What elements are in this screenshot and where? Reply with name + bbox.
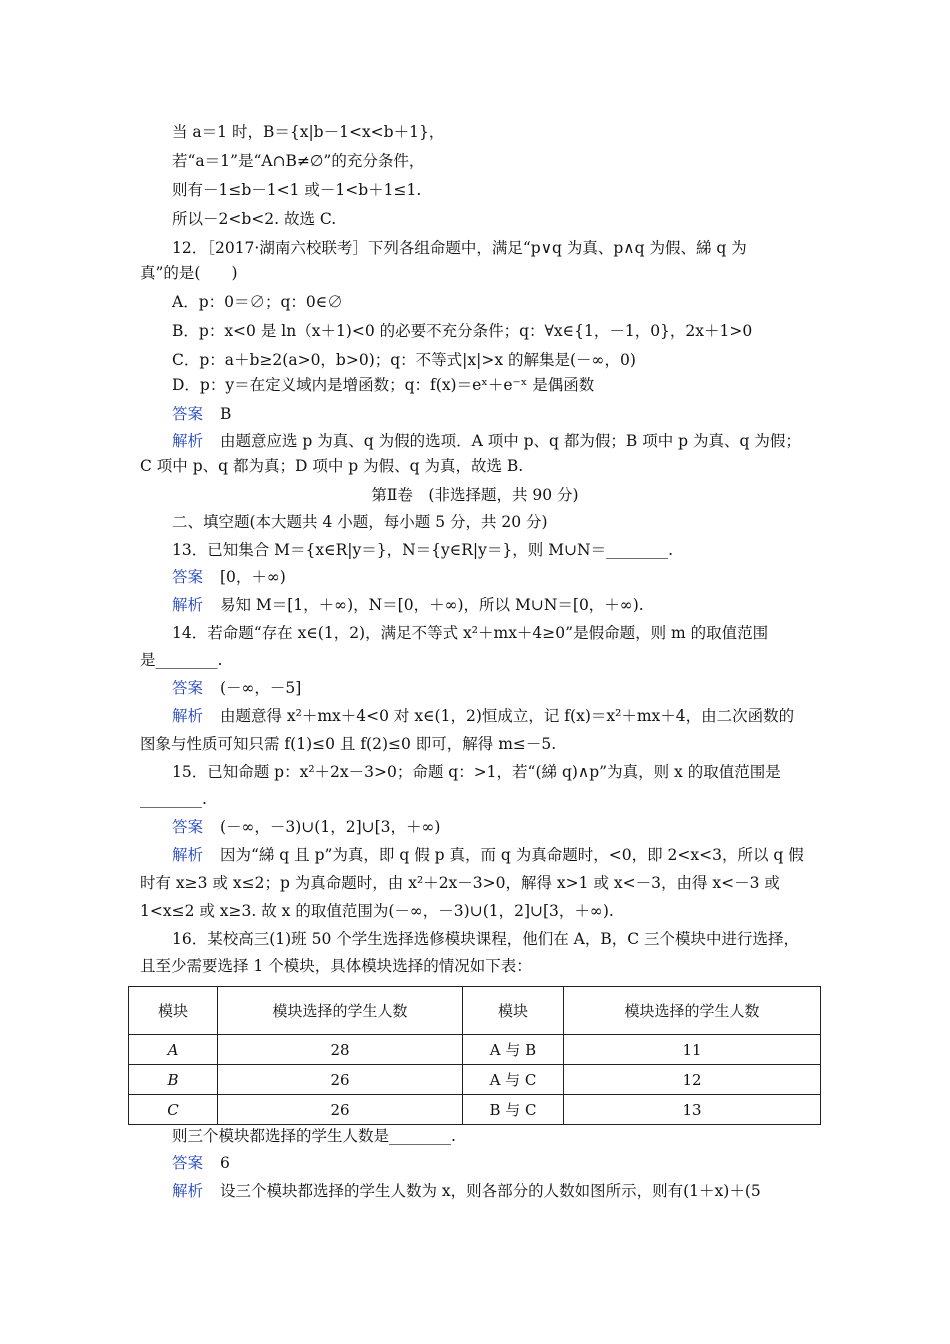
q15-analysis-cont: 时有 x≥3 或 x≤2；p 为真命题时，由 x²＋2x－3>0，解得 x>1 或 x<－3，由得 x<－3 或 [140, 874, 780, 892]
table-cell: 26 [218, 1095, 463, 1125]
answer-label: 答案 [172, 568, 204, 586]
question-15-cont: ________. [140, 790, 207, 808]
answer-value: (－∞，－3)∪(1，2]∪[3，＋∞) [219, 818, 441, 836]
answer-label: 答案 [172, 1154, 204, 1172]
analysis-text: 由题意应选 p 为真、q 为假的选项．A 项中 p、q 都为假；B 项中 p 为真、q 为假； [219, 432, 801, 450]
table-cell: B 与 C [463, 1095, 564, 1125]
answer-value: (－∞，－5] [219, 679, 302, 697]
question-15: 15．已知命题 p：x²＋2x－3>0；命题 q：>1，若“(綈 q)∧p”为真，则 x 的取值范围是 [172, 763, 781, 781]
table-cell: 28 [218, 1035, 463, 1065]
analysis-label: 解析 [172, 1182, 204, 1200]
table-header-cell: 模块 [463, 987, 564, 1035]
text-line: 所以－2<b<2. 故选 C. [172, 210, 337, 228]
answer-label: 答案 [172, 679, 204, 697]
answer-value: [0，＋∞) [219, 568, 286, 586]
table-cell: B [129, 1065, 218, 1095]
table-header-cell: 模块 [129, 987, 218, 1035]
q13-answer [172, 567, 286, 587]
question-16: 16．某校高三(1)班 50 个学生选择选修模块课程，他们在 A，B，C 三个模块中进行选择， [172, 930, 800, 948]
analysis-label: 解析 [172, 707, 204, 725]
table-row [129, 1095, 821, 1125]
option-d: D．p：y＝在定义域内是增函数；q：f(x)＝eˣ＋e⁻ˣ 是偶函数 [172, 376, 595, 394]
table-header-cell: 模块选择的学生人数 [218, 987, 463, 1035]
analysis-label: 解析 [172, 596, 204, 614]
table-cell: 12 [564, 1065, 821, 1095]
q15-answer [172, 817, 440, 837]
analysis-label: 解析 [172, 846, 204, 864]
option-b: B．p：x<0 是 ln（x＋1)<0 的必要不充分条件；q：∀x∈{1，－1，0}，2x＋1>0 [172, 322, 753, 340]
question-14-cont: 是________. [140, 651, 223, 669]
q13-analysis [172, 595, 644, 615]
option-a: A．p：0＝∅；q：0∈∅ [172, 293, 343, 311]
q16-answer [172, 1153, 230, 1173]
part-title: 二、填空题(本大题共 4 小题，每小题 5 分，共 20 分) [172, 513, 548, 531]
section-title: 第Ⅱ卷 (非选择题，共 90 分) [371, 486, 579, 504]
q14-analysis-cont: 图象与性质可知只需 f(1)≤0 且 f(2)≤0 即可，解得 m≤－5. [140, 735, 557, 753]
q14-analysis [172, 706, 794, 726]
q15-analysis-cont: 1<x≤2 或 x≥3. 故 x 的取值范围为(－∞，－3)∪(1，2]∪[3，＋∞). [140, 902, 614, 920]
q12-answer [172, 404, 231, 424]
table-header-row [129, 987, 821, 1035]
question-12-stem-cont: 真”的是( ) [140, 264, 238, 282]
table-row [129, 1065, 821, 1095]
table-row [129, 1035, 821, 1065]
answer-label: 答案 [172, 818, 204, 836]
question-12-stem: 12．［2017·湖南六校联考］下列各组命题中，满足“p∨q 为真、p∧q 为假、綈 q 为 [172, 239, 747, 257]
question-13: 13．已知集合 M＝{x∈R|y＝}，N＝{y∈R|y＝}，则 M∪N＝________. [172, 541, 674, 559]
analysis-text: 由题意得 x²＋mx＋4<0 对 x∈(1，2)恒成立，记 f(x)＝x²＋mx＋4，由二次函数的 [219, 707, 795, 725]
q12-analysis-cont: C 项中 p、q 都为真；D 项中 p 为假、q 为真，故选 B. [140, 457, 524, 475]
text-line: 若“a＝1”是“A∩B≠∅”的充分条件， [172, 152, 425, 170]
answer-value: 6 [219, 1154, 230, 1172]
question-14: 14．若命题“存在 x∈(1，2)，满足不等式 x²＋mx＋4≥0”是假命题，则 m 的取值范围 [172, 624, 769, 642]
table-cell: A [129, 1035, 218, 1065]
answer-label: 答案 [172, 405, 204, 423]
table-cell: A 与 B [463, 1035, 564, 1065]
table-header-cell: 模块选择的学生人数 [564, 987, 821, 1035]
analysis-text: 设三个模块都选择的学生人数为 x，则各部分的人数如图所示，则有(1＋x)＋(5 [219, 1182, 761, 1200]
table-cell: 11 [564, 1035, 821, 1065]
text-line: 则有－1≤b－1<1 或－1<b＋1≤1. [172, 181, 422, 199]
table-cell: 13 [564, 1095, 821, 1125]
q14-answer [172, 678, 301, 698]
analysis-text: 易知 M＝[1，＋∞)，N＝[0，＋∞)，所以 M∪N＝[0，＋∞). [219, 596, 644, 614]
answer-value: B [219, 405, 232, 423]
q12-analysis [172, 431, 801, 451]
q15-analysis [172, 845, 804, 865]
module-table [128, 986, 821, 1125]
analysis-label: 解析 [172, 432, 204, 450]
q16-analysis [172, 1181, 761, 1201]
table-cell: 26 [218, 1065, 463, 1095]
text-line: 当 a＝1 时，B＝{x|b－1<x<b＋1}， [172, 123, 445, 141]
table-cell: C [129, 1095, 218, 1125]
option-c: C．p：a＋b≥2(a>0，b>0)；q：不等式|x|>x 的解集是(－∞，0) [172, 351, 636, 369]
question-16-cont: 且至少需要选择 1 个模块，具体模块选择的情况如下表： [140, 957, 532, 975]
table-cell: A 与 C [463, 1065, 564, 1095]
analysis-text: 因为“綈 q 且 p”为真，即 q 假 p 真，而 q 为真命题时，<0，即 2<x<3，所以 q 假 [219, 846, 804, 864]
question-16-blank: 则三个模块都选择的学生人数是________. [172, 1127, 456, 1145]
